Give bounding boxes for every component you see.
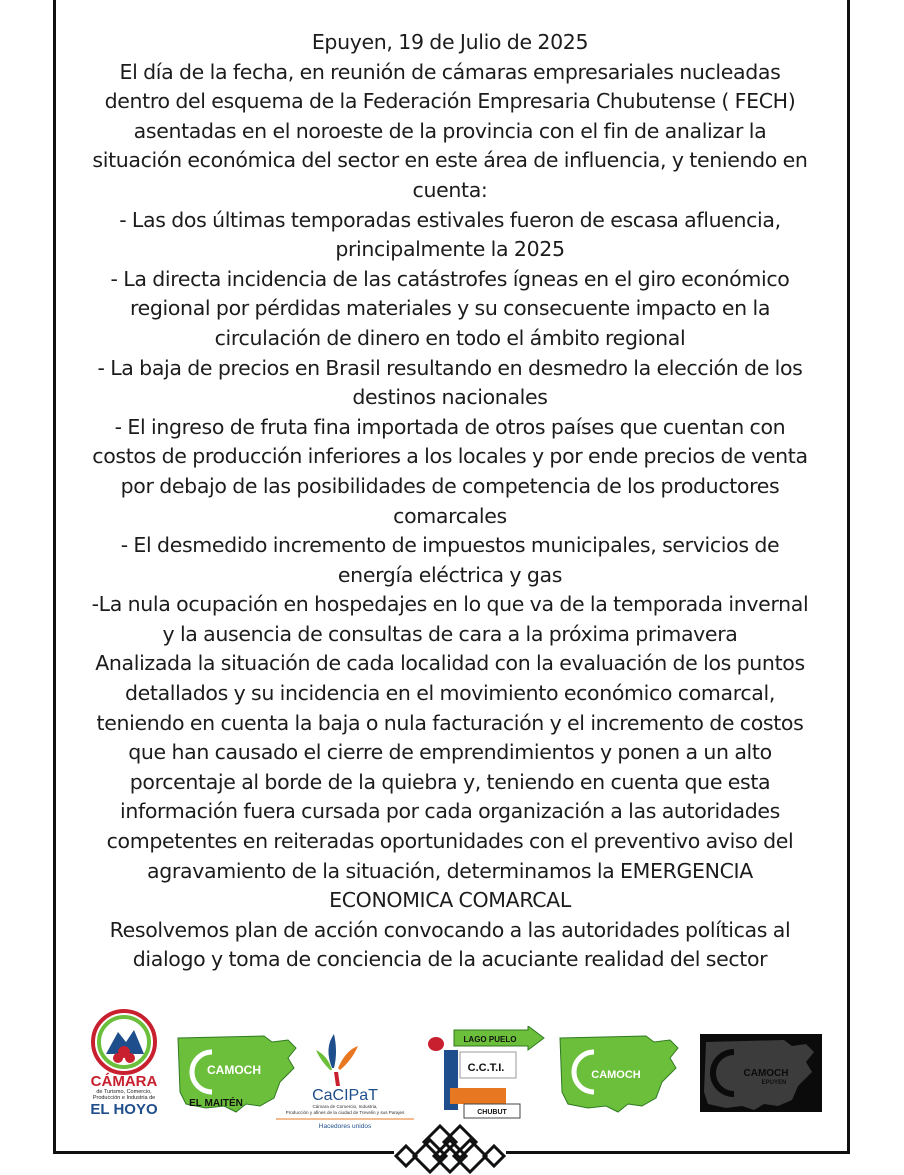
camoch-epuyen-name: CAMOCH	[743, 1068, 789, 1079]
document-line: destinos nacionales	[352, 385, 548, 410]
ccti-lago-puelo-logo	[424, 1026, 546, 1122]
document-line: detallados y su incidencia en el movimiento económico comarcal,	[124, 681, 775, 706]
cacipat-name: CaCIPaT	[312, 1087, 378, 1104]
document-line: y la ausencia de consultas de cara a la próxima primavera	[162, 621, 738, 646]
document-body	[58, 28, 842, 975]
document-line: principalmente la 2025	[335, 237, 565, 262]
document-line: costos de producción inferiores a los locales y por ende precios de venta	[92, 444, 808, 469]
document-line: - El desmedido incremento de impuestos municipales, servicios de	[120, 533, 780, 558]
document-line: - La baja de precios en Brasil resultando en desmedro la elección de los	[97, 355, 803, 380]
ccti-top: LAGO PUELO	[463, 1035, 517, 1044]
document-line: - La directa incidencia de las catástrofes ígneas en el giro económico	[110, 266, 790, 291]
document-line: El día de la fecha, en reunión de cámaras empresariales nucleadas	[119, 59, 781, 84]
document-line: agravamiento de la situación, determinamos la EMERGENCIA	[147, 858, 753, 883]
document-line: información fuera cursada por cada organización a las autoridades	[120, 799, 780, 824]
camoch-maiten-name: CAMOCH	[207, 1063, 261, 1077]
camoch-green-name: CAMOCH	[591, 1069, 641, 1081]
camoch-maiten-place: EL MAITÉN	[189, 1098, 243, 1109]
cacipat-desc1: Cámara de Comercio, Industria,	[312, 1104, 378, 1109]
document-line: Analizada la situación de cada localidad con la evaluación de los puntos	[95, 651, 805, 676]
document-line: Epuyen, 19 de Julio de 2025	[311, 30, 589, 54]
document-line: porcentaje al borde de la quiebra y, teniendo en cuenta que esta	[129, 769, 771, 794]
document-line: circulación de dinero en todo el ámbito regional	[214, 325, 686, 350]
document-line: cuenta:	[412, 177, 488, 202]
cacipat-logo	[272, 1028, 418, 1136]
camara-el-hoyo-logo	[78, 1008, 170, 1120]
el-hoyo-line2: de Turismo, Comercio,	[96, 1089, 152, 1095]
cacipat-slogan: Hacedores unidos	[318, 1123, 372, 1130]
camoch-epuyen-place: EPUYEN	[761, 1080, 787, 1086]
el-hoyo-line3: Producción e Industria de	[92, 1095, 156, 1101]
document-line: - Las dos últimas temporadas estivales fueron de escasa afluencia,	[119, 207, 781, 232]
el-hoyo-line1: CÁMARA	[90, 1073, 158, 1090]
document-line: dialogo y toma de conciencia de la acuciante realidad del sector	[132, 947, 768, 972]
document-line: que han causado el cierre de emprendimientos y ponen a un alto	[128, 740, 772, 765]
el-hoyo-line4: EL HOYO	[90, 1101, 158, 1118]
document-line: comarcales	[393, 503, 507, 528]
document-line: por debajo de las posibilidades de competencia de los productores	[120, 473, 780, 498]
cacipat-desc2: Producción y afines de la ciudad de Trevelin y sus Parajes	[285, 1110, 405, 1115]
camoch-epuyen-logo	[700, 1034, 822, 1112]
document-line: ECONOMICA COMARCAL	[329, 888, 571, 913]
document-line: teniendo en cuenta la baja o nula facturación y el incremento de costos	[96, 710, 804, 735]
ornament-icon	[394, 1124, 506, 1175]
camoch-green-logo	[558, 1032, 682, 1114]
ccti-name: C.C.T.I.	[467, 1062, 505, 1074]
document-line: asentadas en el noroeste de la provincia con el fin de analizar la	[133, 118, 767, 143]
ccti-bottom: CHUBUT	[477, 1109, 507, 1116]
document-line: energía eléctrica y gas	[337, 562, 563, 587]
document-line: regional por pérdidas materiales y su consecuente impacto en la	[129, 296, 771, 321]
document-line: - El ingreso de fruta fina importada de otros países que cuentan con	[114, 414, 786, 439]
document-line: Resolvemos plan de acción convocando a las autoridades políticas al	[109, 917, 791, 942]
document-line: dentro del esquema de la Federación Empresaria Chubutense ( FECH)	[104, 89, 796, 114]
document-line: -La nula ocupación en hospedajes en lo que va de la temporada invernal	[91, 592, 809, 617]
document-line: competentes en reiteradas oportunidades con el preventivo aviso del	[106, 829, 794, 854]
document-line: situación económica del sector en este área de influencia, y teniendo en	[92, 148, 808, 173]
